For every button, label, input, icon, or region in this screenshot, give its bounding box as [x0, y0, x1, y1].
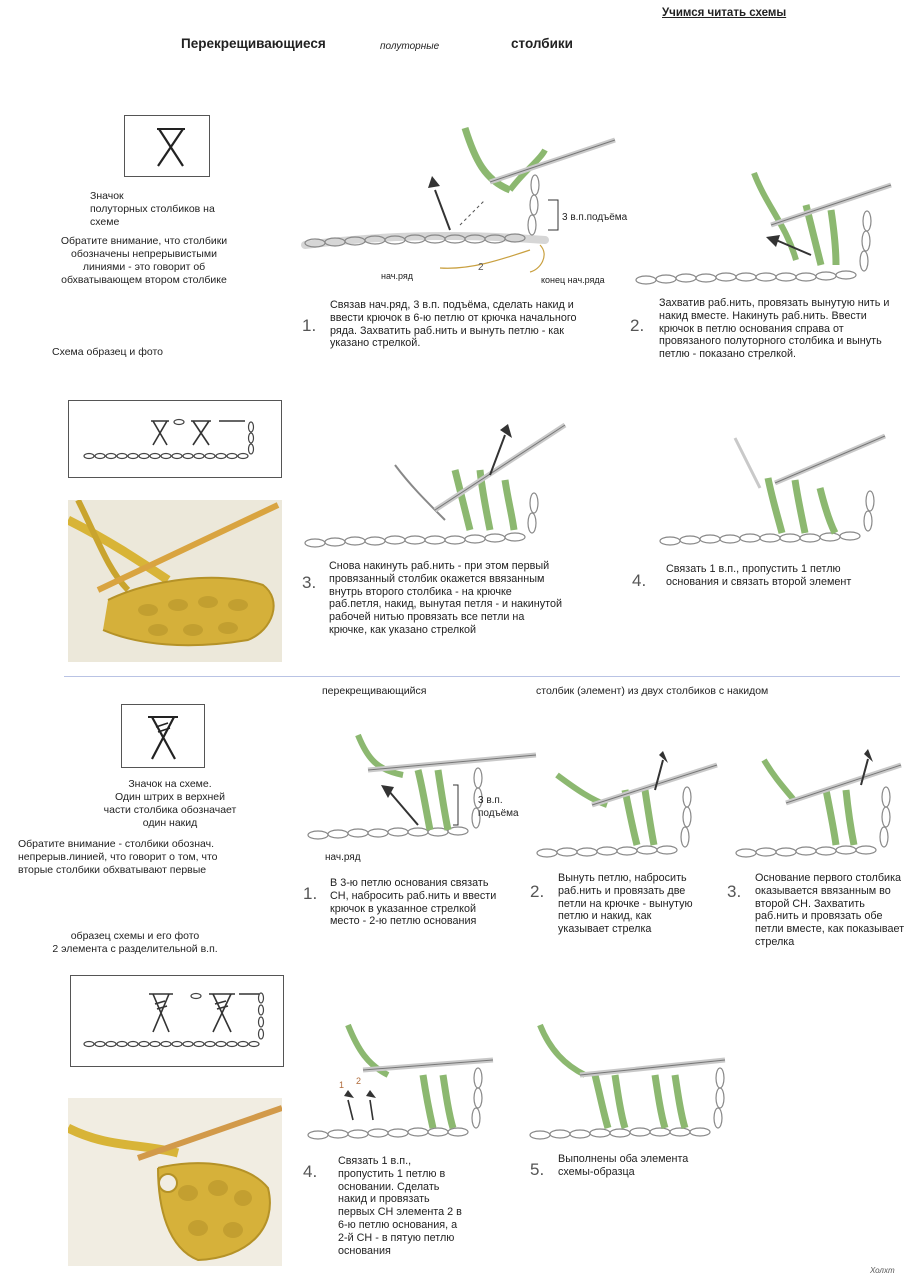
s2-step4-text: Связать 1 в.п., пропустить 1 петлю в основании. Сделать накид и провязать первых СН элемента 2 в 6-ю петлю основания, а 2-й СН - в пятую петлю основания: [338, 1155, 462, 1257]
symbol-box-x-with-stroke: [121, 704, 205, 768]
s2-label-one: 1: [339, 1080, 345, 1090]
cross-stitch-symbol: [125, 116, 209, 176]
s2-step5-number: 5.: [530, 1160, 545, 1179]
s2-step2-text: Вынуть петлю, набросить раб.нить и провязать две петли на крючке - вынутую петлю и накид, как указывает стрелка: [558, 872, 693, 936]
s2-step5-text: Выполнены оба элемента схемы-образца: [558, 1153, 689, 1178]
sample-schema-drawing-2: [71, 976, 283, 1066]
step1-label-two: 2: [478, 262, 484, 273]
step1-text: Связав нач.ряд, 3 в.п. подъёма, сделать накид и ввести крючок в 6-ю петлю от крючка начального ряда. Захватить раб.нить и вынуть петлю - как указано стрелкой.: [330, 299, 577, 350]
s2-step3-number: 3.: [727, 882, 742, 901]
step1-label-end: конец нач.ряда: [541, 275, 605, 285]
step3-number: 3.: [302, 573, 317, 592]
step2-number: 2.: [630, 316, 645, 335]
page-title-mid: полуторные: [380, 41, 440, 52]
cross-dc-symbol: [122, 705, 204, 767]
sample-schema-box-2: [70, 975, 284, 1067]
step4-diagram: [660, 428, 900, 558]
step1-diagram: [300, 120, 620, 300]
photo-yarn-crochet-2: [68, 1098, 282, 1266]
section1-note: Обратите внимание, что столбики обозначены непрерывистыми линиями - это говорит об обхватывающем втором столбике: [60, 235, 228, 286]
signature: Холхт: [870, 1266, 895, 1275]
s2-label-two: 2: [356, 1076, 362, 1086]
s2-step4-number: 4.: [303, 1162, 318, 1181]
sample-schema-drawing: [69, 401, 281, 477]
s2-step3-text: Основание первого столбика оказывается ввязанным во второй СН. Захватить раб.нить и провязать обе петли вместе, как показывает стрелка: [755, 872, 905, 948]
header-top-right: Учимся читать схемы: [662, 7, 787, 19]
step3-text: Снова накинуть раб.нить - при этом первый провязанный столбик окажется ввязанным внутрь второго столбика - на крючке раб.петля, накид, вынутая петля - и накинутой рабочей нитью провязать все петли на крючке, как указано стрелкой: [329, 560, 563, 636]
s2-step2-number: 2.: [530, 882, 545, 901]
photo-yarn-crochet: [68, 500, 282, 662]
step4-number: 4.: [632, 571, 647, 590]
s2-label-lift: 3 в.п. подъёма: [478, 795, 519, 819]
s2-step1-number: 1.: [303, 884, 318, 903]
s2-step5-diagram: [530, 1020, 730, 1150]
step3-diagram: [300, 410, 580, 560]
section-divider: [64, 676, 900, 677]
step4-text: Связать 1 в.п., пропустить 1 петлю основания и связать второй элемент: [666, 563, 852, 588]
sample-label: Схема образец и фото: [52, 346, 163, 358]
section2-heading-right: столбик (элемент) из двух столбиков с накидом: [536, 685, 769, 697]
section2-heading-left: перекрещивающийся: [322, 685, 427, 697]
page-title-right: столбики: [511, 36, 573, 51]
s2-label-start: нач.ряд: [325, 852, 361, 863]
symbol-box-x: [124, 115, 210, 177]
step1-label-lift: 3 в.п.подъёма: [562, 212, 628, 223]
s2-step4-diagram: [308, 1020, 498, 1150]
sample-schema-box: [68, 400, 282, 478]
step1-label-start: нач.ряд: [381, 271, 413, 281]
page-title-left: Перекрещивающиеся: [181, 36, 326, 51]
symbol-caption: Значок полуторных столбиков на схеме: [90, 190, 215, 228]
step1-number: 1.: [302, 316, 317, 335]
section2-sample-label: образец схемы и его фото 2 элемента с разделительной в.п.: [52, 930, 218, 955]
sample-photo-1: [68, 500, 282, 662]
s2-step1-text: В 3-ю петлю основания связать СН, набросить раб.нить и ввести крючок в указанное стрелкой место - 2-ю петлю основания: [330, 877, 497, 928]
step2-diagram: [636, 165, 896, 295]
section2-note: Обратите внимание - столбики обознач. непрерыв.линией, что говорит о том, что вторые столбики обхватывают первые: [18, 838, 218, 876]
step2-text: Захватив раб.нить, провязать вынутую нить и накид вместе. Накинуть раб.нить. Ввести крючок в петлю основания справа от провязаного полуторного столбика и вынуть петлю - показано стрелкой.: [659, 297, 890, 361]
sample-photo-2: [68, 1098, 282, 1266]
s2-step2-diagram: [537, 745, 727, 865]
section2-symbol-caption: Значок на схеме. Один штрих в верхней части столбика обозначает один накид: [103, 778, 237, 829]
s2-step3-diagram: [736, 745, 906, 865]
